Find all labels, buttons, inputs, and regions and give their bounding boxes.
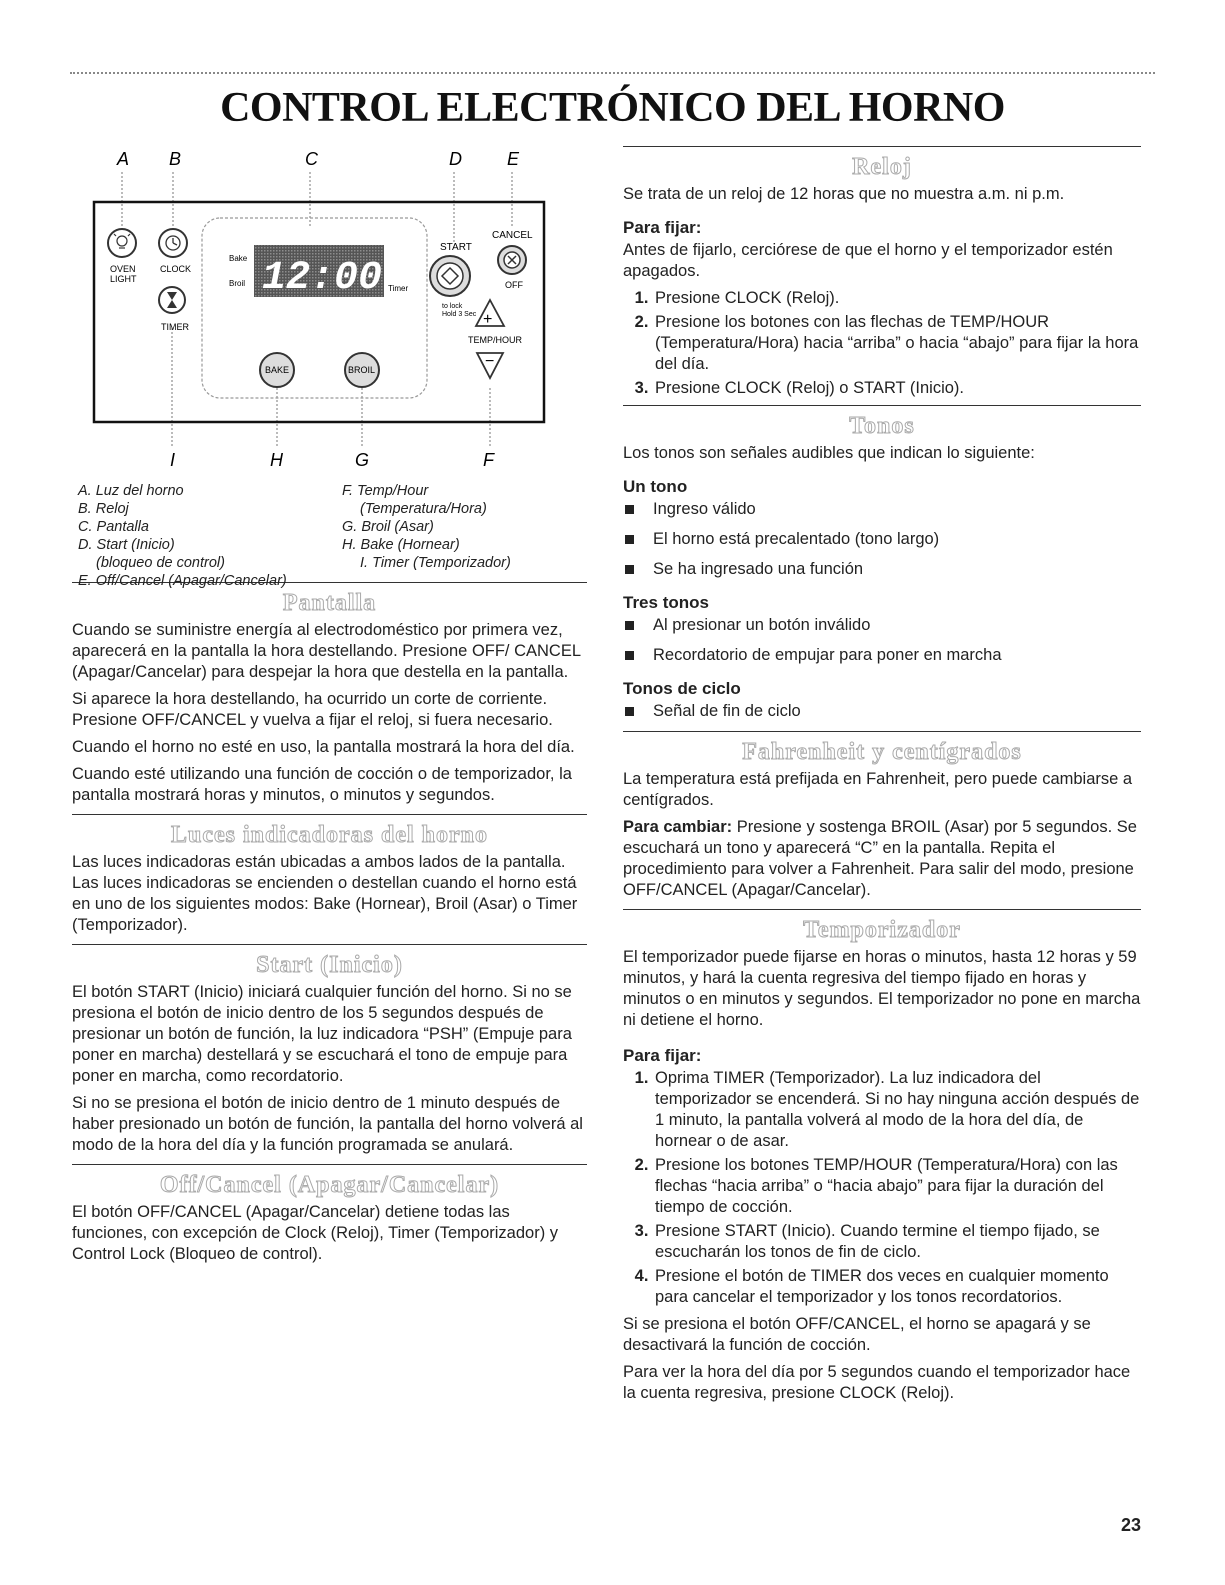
right-column <box>623 146 1141 1410</box>
section-rule <box>623 146 1141 147</box>
paragraph: Las luces indicadoras están ubicadas a ambos lados de la pantalla. Las luces indicadoras se encienden o destellan cuando el horno está en uno de los siguientes modos: Bake (Hornear), Broil (Asar) o Timer (Temporizador). <box>72 853 578 934</box>
section-rule <box>72 944 587 945</box>
subheading: Un tono <box>623 477 688 496</box>
diagram-legend <box>72 482 587 589</box>
letter-A: A <box>117 149 130 169</box>
legend-item: G. Broil (Asar) <box>342 519 434 535</box>
list-item: 3. Presione START (Inicio). Cuando termine el tiempo fijado, se escucharán los tonos de fin de ciclo. <box>653 1221 1141 1263</box>
minus-icon: − <box>485 353 495 370</box>
change-text: Presione y sostenga BROIL (Asar) por 5 segundos. Se escuchará un tono y aparecerá “C” en la pantalla. Repita el procedimiento para volver a Fahrenheit. Para salir del modo, presione OFF/CANCEL (Apagar/Cancelar). <box>623 818 1137 899</box>
bake-button-label: BAKE <box>265 365 290 375</box>
paragraph: Para ver la hora del día por 5 segundos cuando el temporizador hace la cuenta regresiva, presione CLOCK (Reloj). <box>623 1363 1131 1402</box>
left-column <box>72 148 587 1271</box>
page-number: 23 <box>1120 1515 1141 1535</box>
section-heading-luces: Luces indicadoras del horno <box>170 822 489 848</box>
letter-D: D <box>449 149 462 169</box>
legend-item: E. Off/Cancel (Apagar/Cancelar) <box>78 573 287 589</box>
letter-C: C <box>305 149 318 169</box>
display-time: 12:00 <box>262 256 383 301</box>
list-item: El horno está precalentado (tono largo) <box>623 529 1141 550</box>
start-label: START <box>440 242 472 253</box>
legend-item: F. Temp/Hour <box>342 483 429 499</box>
top-dotted-rule <box>70 72 1155 74</box>
list-item: 2. Presione los botones con las flechas de TEMP/HOUR (Temperatura/Hora) hacia “arriba” o hacia “abajo” para fijar la hora del día. <box>653 312 1141 375</box>
paragraph: La temperatura está prefijada en Fahrenheit, pero puede cambiarse a centígrados. <box>623 770 1133 809</box>
legend-item: B. Reloj <box>78 501 129 517</box>
section-heading-fahrenheit: Fahrenheit y centígrados <box>742 739 1022 765</box>
broil-indicator-label: Broil <box>229 279 246 288</box>
bake-indicator-label: Bake <box>229 254 248 263</box>
section-heading-tonos: Tonos <box>849 413 915 439</box>
letter-I: I <box>170 450 176 470</box>
paragraph: Antes de fijarlo, cerciórese de que el horno y el temporizador estén apagados. <box>623 241 1113 280</box>
legend-item: D. Start (Inicio) <box>78 537 175 553</box>
temp-up-button[interactable] <box>476 300 504 328</box>
bullet-list <box>623 499 1141 580</box>
letter-H: H <box>270 450 283 470</box>
paragraph: Cuando el horno no esté en uso, la pantalla mostrará la hora del día. <box>72 738 575 756</box>
paragraph <box>623 817 1141 901</box>
paragraph: Si se presiona el botón OFF/CANCEL, el horno se apagará y se desactivará la función de cocción. <box>623 1315 1091 1354</box>
paragraph: El botón START (Inicio) iniciará cualquier función del horno. Si no se presiona el botón de inicio dentro de los 5 segundos después de presionar un botón de función, la luz indicadora “PSH” (Empuje para poner en marcha) destellará y se escuchará el tono de empuje para poner en marcha, como recordatorio. <box>72 983 572 1085</box>
control-panel-diagram <box>72 148 587 478</box>
temp-hour-label: TEMP/HOUR <box>468 335 522 345</box>
subheading: Tonos de ciclo <box>623 679 741 698</box>
section-heading-pantalla: Pantalla <box>282 590 377 616</box>
lock-label-line1: to lock <box>442 303 463 310</box>
letter-F: F <box>483 450 494 470</box>
list-item: Recordatorio de empujar para poner en marcha <box>623 645 1141 666</box>
oven-label-line2: LIGHT <box>110 274 137 284</box>
list-item: 3. Presione CLOCK (Reloj) o START (Inicio). <box>653 378 1141 399</box>
letter-B: B <box>169 149 182 169</box>
section-rule <box>623 731 1141 732</box>
bullet-list <box>623 615 1141 666</box>
page-title: CONTROL ELECTRÓNICO DEL HORNO <box>220 85 1005 131</box>
section-rule <box>623 405 1141 406</box>
section-rule <box>72 814 587 815</box>
letter-G: G <box>355 450 370 470</box>
timer-label: TIMER <box>161 322 189 332</box>
paragraph: El botón OFF/CANCEL (Apagar/Cancelar) detiene todas las funciones, con excepción de Clock (Reloj), Timer (Temporizador) y Control Lock (Bloqueo de control). <box>72 1203 559 1263</box>
section-heading-reloj: Reloj <box>852 154 912 180</box>
paragraph: Los tonos son señales audibles que indican lo siguiente: <box>623 444 1035 462</box>
paragraph: Cuando esté utilizando una función de cocción o de temporizador, la pantalla mostrará horas y minutos, o minutos y segundos. <box>72 765 572 804</box>
subheading: Para fijar: <box>623 1046 702 1065</box>
paragraph: Si no se presiona el botón de inicio dentro de 1 minuto después de haber presionado un botón de función, la pantalla del horno volverá al modo de la hora del día y la función programada se anulará. <box>72 1094 583 1154</box>
legend-item: I. Timer (Temporizador) <box>360 555 511 571</box>
paragraph: Cuando se suministre energía al electrodoméstico por primera vez, aparecerá en la pantalla la hora destellando. Presione OFF/ CANCEL (Apagar/Cancelar) para despejar la hora que destella en la pantalla. <box>72 621 581 681</box>
legend-item: A. Luz del horno <box>78 483 184 499</box>
broil-button-label: BROIL <box>348 365 376 375</box>
legend-item: (Temperatura/Hora) <box>360 501 487 517</box>
legend-item: H. Bake (Hornear) <box>342 537 460 553</box>
bullet-list <box>623 701 1141 722</box>
list-item: Al presionar un botón inválido <box>623 615 1141 636</box>
list-item: 1. Oprima TIMER (Temporizador). La luz indicadora del temporizador se encenderá. Si no hay ninguna acción después de 1 minuto, la pantalla volverá al modo de la hora del día, de hornear o de asar. <box>653 1068 1141 1152</box>
section-heading-temporizador: Temporizador <box>803 917 961 943</box>
paragraph: El temporizador puede fijarse en horas o minutos, hasta 12 horas y 59 minutos, y hará la cuenta regresiva del tiempo fijado en horas y minutos o en minutos y segundos. El temporizador no pone en marcha ni detiene el horno. <box>623 948 1141 1029</box>
list-item: 1. Presione CLOCK (Reloj). <box>653 288 1141 309</box>
letter-E: E <box>507 149 520 169</box>
section-heading-start: Start (Inicio) <box>256 952 403 978</box>
oven-light-button[interactable] <box>108 229 136 257</box>
temp-down-button[interactable] <box>477 353 503 378</box>
lock-label-line2: Hold 3 Sec <box>442 311 477 318</box>
plus-icon: + <box>483 311 493 328</box>
legend-item: C. Pantalla <box>78 519 149 535</box>
paragraph: Se trata de un reloj de 12 horas que no muestra a.m. ni p.m. <box>623 185 1065 203</box>
oven-label-line1: OVEN <box>110 264 136 274</box>
legend-item: (bloqueo de control) <box>96 555 225 571</box>
timer-indicator-label: Timer <box>388 284 409 293</box>
list-item: Señal de fin de ciclo <box>623 701 1141 722</box>
list-item: 2. Presione los botones TEMP/HOUR (Temperatura/Hora) con las flechas “hacia arriba” o “hacia abajo” para fijar la duración del tiempo de cocción. <box>653 1155 1141 1218</box>
section-heading-offcancel: Off/Cancel (Apagar/Cancelar) <box>159 1172 500 1198</box>
cancel-label: CANCEL <box>492 230 533 241</box>
subheading: Para fijar: <box>623 218 702 237</box>
change-label: Para cambiar: <box>623 818 733 836</box>
section-rule <box>72 1164 587 1165</box>
section-rule <box>623 909 1141 910</box>
off-label: OFF <box>505 280 523 290</box>
steps-list <box>623 288 1141 399</box>
clock-label: CLOCK <box>160 264 192 274</box>
list-item: 4. Presione el botón de TIMER dos veces en cualquier momento para cancelar el temporizador y los tonos recordatorios. <box>653 1266 1141 1308</box>
subheading: Tres tonos <box>623 593 709 612</box>
list-item: Ingreso válido <box>623 499 1141 520</box>
steps-list <box>623 1068 1141 1308</box>
list-item: Se ha ingresado una función <box>623 559 1141 580</box>
paragraph: Si aparece la hora destellando, ha ocurrido un corte de corriente. Presione OFF/CANCEL y vuelva a fijar el reloj, si fuera necesario. <box>72 690 553 729</box>
